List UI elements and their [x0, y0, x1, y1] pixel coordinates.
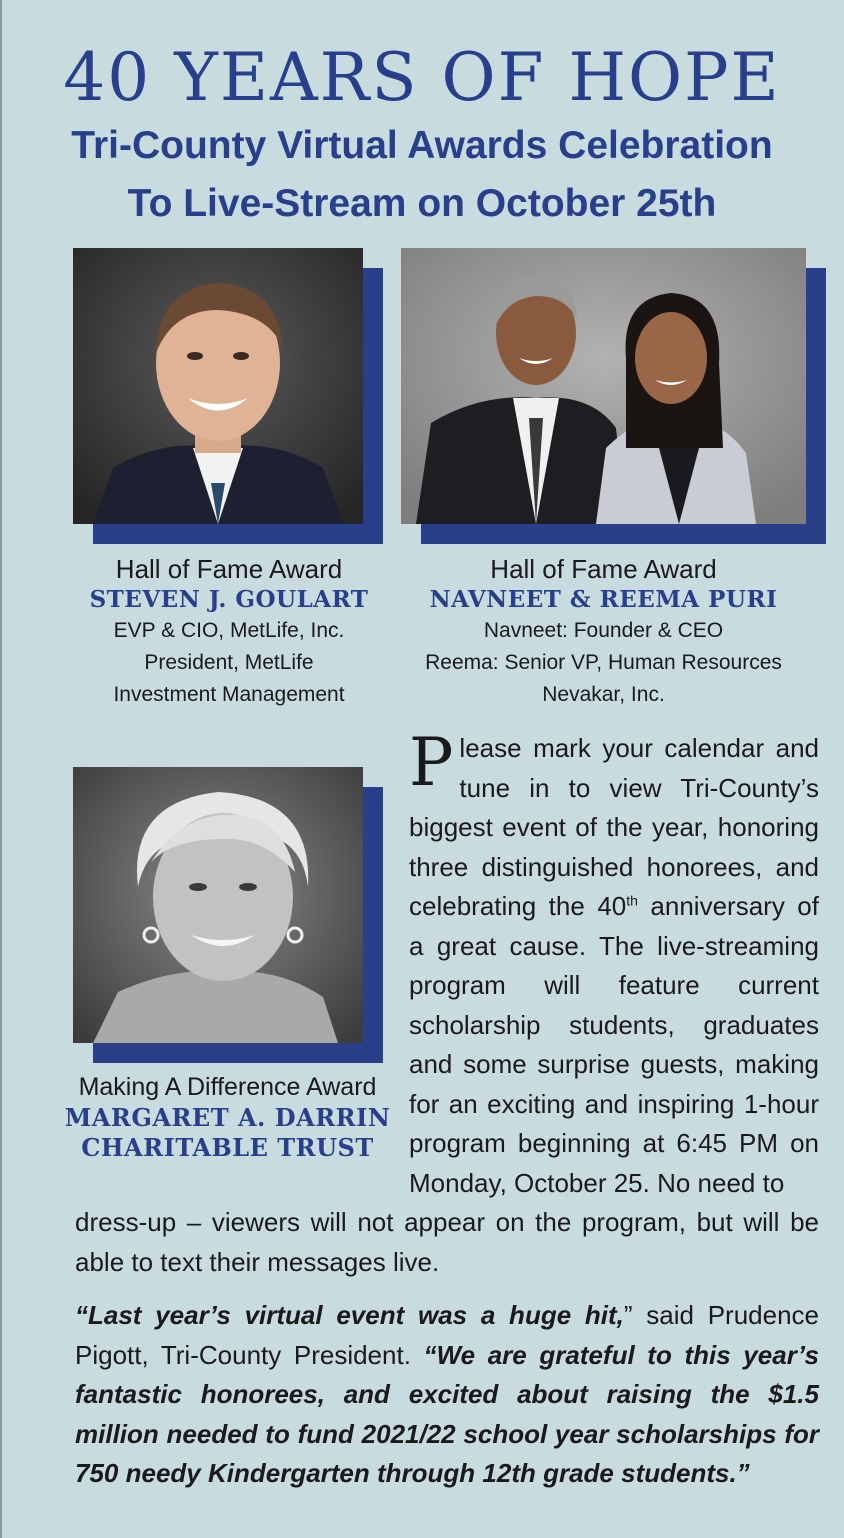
- photo-steven-goulart: [73, 248, 363, 524]
- article-rest: anniversary of a great cause. The live-streaming program will feature current scholarship students, graduates and some surprise guests, making for an exciting and inspiring 1-hour program beginning at 6:45 PM on Monday, October 25. No need to: [409, 891, 819, 1198]
- article-body: [409, 724, 819, 1203]
- honoree-role: Navneet: Founder & CEO: [483, 619, 724, 642]
- honoree-name: NAVNEET & REEMA PURI: [429, 586, 778, 613]
- quote-attribution: ” said Prudence Pigott, Tri-County President.: [75, 1300, 820, 1370]
- subtitle-line-1: Tri-County Virtual Awards Celebration: [71, 124, 773, 167]
- ordinal-suffix: th: [626, 892, 638, 909]
- photo-navneet-reema-puri: [401, 248, 806, 524]
- article-continuation: dress-up – viewers will not appear on the program, but will be able to text their messages live.: [75, 1207, 819, 1277]
- president-quote: [75, 1296, 819, 1494]
- left-border: [0, 0, 2, 1538]
- photo-margaret-darrin: [73, 767, 363, 1043]
- subtitle-line-2: To Live-Stream on October 25th: [127, 182, 717, 225]
- quote-part-1: “Last year’s virtual event was a huge hit,: [75, 1300, 624, 1330]
- honoree-role: EVP & CIO, MetLife, Inc.: [113, 619, 345, 642]
- honoree-name: MARGARET A. DARRIN: [64, 1103, 391, 1132]
- honoree-role: Reema: Senior VP, Human Resources: [425, 651, 782, 674]
- honoree-role: Nevakar, Inc.: [542, 683, 665, 706]
- honoree-caption: [73, 553, 385, 711]
- honoree-role: President, MetLife: [144, 651, 314, 674]
- quote-part-2: “We are grateful to this year’s fantastic honorees, and excited about raising the $1.5 million needed to fund 2021/22 school year scholarships for 750 needy Kindergarten through 12th grade students.”: [75, 1339, 819, 1488]
- award-title: Hall of Fame Award: [490, 554, 717, 584]
- award-title: Making A Difference Award: [78, 1073, 377, 1101]
- drop-cap: P: [409, 724, 454, 801]
- honoree-name: STEVEN J. GOULART: [89, 586, 369, 613]
- page-title: 40 YEARS OF HOPE: [63, 39, 781, 116]
- honoree-name: CHARITABLE TRUST: [81, 1133, 374, 1162]
- honoree-caption: [55, 1071, 400, 1163]
- article-lead: lease mark your calendar and tune in to view Tri-County’s biggest event of the year, honoring three distinguished honorees, and celebrating the 40: [409, 733, 819, 921]
- honoree-caption: [401, 553, 806, 711]
- honoree-role: Investment Management: [113, 683, 345, 706]
- award-title: Hall of Fame Award: [115, 554, 343, 584]
